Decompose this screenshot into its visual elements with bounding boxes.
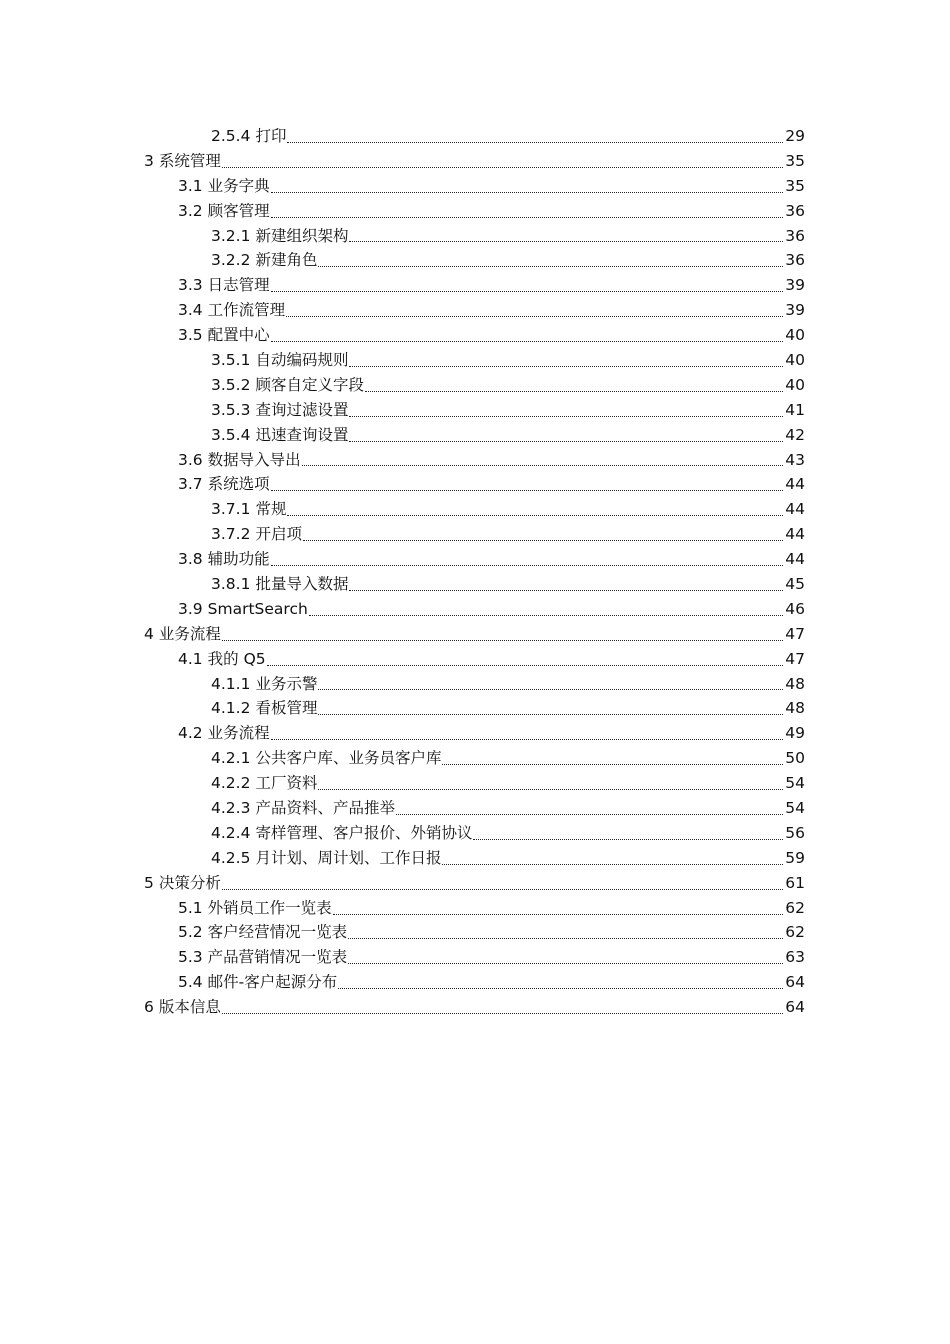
toc-dot-leader [349, 416, 783, 417]
toc-entry-3-8[interactable] [0, 547, 950, 572]
toc-entry-title: 产品营销情况一览表 [207, 948, 348, 967]
toc-entry-title: 系统选项 [207, 475, 270, 494]
toc-entry-3[interactable] [0, 149, 950, 174]
toc-entry-title: 看板管理 [255, 699, 318, 718]
toc-entry-number: 3.6 [178, 450, 203, 469]
toc-entry-3-9[interactable] [0, 597, 950, 622]
toc-dot-leader [267, 665, 783, 666]
toc-entry-number: 4.2.5 [211, 848, 251, 867]
toc-entry-title: 我的 Q5 [207, 649, 266, 668]
toc-dot-leader [271, 192, 783, 193]
toc-entry-page-number: 42 [785, 425, 805, 444]
toc-entry-page-number: 36 [785, 201, 805, 220]
toc-entry-title: 日志管理 [207, 276, 270, 295]
toc-entry-page-number: 29 [785, 126, 805, 145]
toc-entry-page-number: 39 [785, 276, 805, 295]
toc-entry-3-5[interactable] [0, 323, 950, 348]
toc-entry-page-number: 47 [785, 624, 805, 643]
toc-entry-page-number: 54 [785, 799, 805, 818]
toc-entry-4-2-4[interactable] [0, 821, 950, 846]
toc-entry-page-number: 49 [785, 724, 805, 743]
toc-entry-page-number: 44 [785, 500, 805, 519]
toc-entry-4-1-2[interactable] [0, 696, 950, 721]
toc-entry-number: 4.2.2 [211, 774, 251, 793]
toc-entry-3-5-2[interactable] [0, 373, 950, 398]
toc-entry-6[interactable] [0, 995, 950, 1020]
toc-entry-number: 4.1.2 [211, 699, 251, 718]
toc-dot-leader [473, 839, 783, 840]
toc-dot-leader [349, 366, 783, 367]
toc-dot-leader [318, 714, 783, 715]
toc-entry-page-number: 62 [785, 898, 805, 917]
toc-entry-title: 数据导入导出 [207, 450, 301, 469]
toc-entry-number: 3.5.3 [211, 400, 251, 419]
toc-entry-number: 4.2.1 [211, 749, 251, 768]
toc-entry-title: 工厂资料 [255, 774, 318, 793]
toc-entry-title: 客户经营情况一览表 [207, 923, 348, 942]
toc-entry-3-5-1[interactable] [0, 348, 950, 373]
toc-dot-leader [365, 391, 783, 392]
toc-dot-leader [348, 963, 783, 964]
toc-entry-3-3[interactable] [0, 273, 950, 298]
toc-entry-number: 2.5.4 [211, 126, 251, 145]
toc-entry-3-4[interactable] [0, 298, 950, 323]
toc-dot-leader [442, 864, 783, 865]
toc-dot-leader [222, 1013, 783, 1014]
toc-entry-title: 工作流管理 [207, 301, 286, 320]
toc-dot-leader [349, 241, 783, 242]
toc-entry-number: 3.7.2 [211, 525, 251, 544]
toc-entry-page-number: 41 [785, 400, 805, 419]
toc-dot-leader [303, 540, 783, 541]
toc-dot-leader [271, 217, 783, 218]
toc-entry-page-number: 39 [785, 301, 805, 320]
toc-dot-leader [287, 515, 783, 516]
toc-entry-5-1[interactable] [0, 896, 950, 921]
toc-entry-number: 4.2 [178, 724, 203, 743]
toc-entry-title: 查询过滤设置 [255, 400, 349, 419]
toc-dot-leader [271, 565, 783, 566]
toc-entry-title: 打印 [255, 126, 287, 145]
table-of-contents [0, 124, 950, 1020]
toc-entry-number: 4.2.3 [211, 799, 251, 818]
toc-entry-page-number: 63 [785, 948, 805, 967]
toc-dot-leader [271, 341, 783, 342]
toc-entry-title: 业务流程 [158, 624, 221, 643]
toc-entry-title: 月计划、周计划、工作日报 [255, 848, 442, 867]
toc-entry-number: 5.2 [178, 923, 203, 942]
toc-entry-number: 3.7.1 [211, 500, 251, 519]
toc-entry-title: 辅助功能 [207, 550, 270, 569]
toc-entry-4-2-1[interactable] [0, 746, 950, 771]
toc-entry-number: 3.2 [178, 201, 203, 220]
toc-dot-leader [302, 465, 783, 466]
toc-entry-page-number: 40 [785, 326, 805, 345]
toc-entry-title: 业务示警 [255, 674, 318, 693]
toc-entry-page-number: 36 [785, 251, 805, 270]
toc-entry-5-4[interactable] [0, 970, 950, 995]
toc-entry-number: 3.4 [178, 301, 203, 320]
toc-entry-3-2[interactable] [0, 199, 950, 224]
toc-entry-page-number: 48 [785, 674, 805, 693]
toc-dot-leader [442, 764, 783, 765]
toc-entry-page-number: 59 [785, 848, 805, 867]
toc-dot-leader [318, 266, 783, 267]
toc-entry-title: 业务字典 [207, 176, 270, 195]
toc-entry-number: 3.5.2 [211, 375, 251, 394]
toc-dot-leader [222, 889, 783, 890]
toc-entry-title: 新建角色 [255, 251, 318, 270]
toc-entry-5-2[interactable] [0, 921, 950, 946]
toc-dot-leader [396, 814, 783, 815]
toc-entry-title: 邮件-客户起源分布 [207, 973, 338, 992]
toc-dot-leader [271, 291, 783, 292]
toc-entry-number: 5.4 [178, 973, 203, 992]
toc-entry-number: 3.3 [178, 276, 203, 295]
toc-entry-page-number: 36 [785, 226, 805, 245]
toc-dot-leader [271, 739, 783, 740]
toc-dot-leader [222, 640, 783, 641]
toc-entry-number: 4.1 [178, 649, 203, 668]
toc-dot-leader [318, 689, 783, 690]
toc-entry-number: 6 [144, 998, 154, 1017]
toc-entry-number: 5.3 [178, 948, 203, 967]
toc-entry-title: 版本信息 [158, 998, 221, 1017]
toc-entry-4-2-2[interactable] [0, 771, 950, 796]
toc-entry-page-number: 40 [785, 351, 805, 369]
toc-entry-number: 4 [144, 624, 154, 643]
toc-dot-leader [309, 615, 783, 616]
toc-dot-leader [348, 938, 783, 939]
toc-entry-page-number: 40 [785, 375, 805, 394]
toc-entry-page-number: 64 [785, 973, 805, 992]
toc-entry-page-number: 44 [785, 550, 805, 569]
toc-entry-number: 3.2.2 [211, 251, 251, 270]
toc-entry-title: 开启项 [255, 525, 302, 544]
toc-entry-number: 3.7 [178, 475, 203, 494]
toc-dot-leader [222, 167, 783, 168]
toc-entry-5-3[interactable] [0, 945, 950, 970]
toc-entry-title: 系统管理 [158, 151, 221, 170]
toc-entry-2-5-4[interactable] [0, 124, 950, 149]
toc-entry-page-number: 45 [785, 575, 805, 594]
toc-entry-3-5-3[interactable] [0, 398, 950, 423]
toc-entry-number: 3.8.1 [211, 575, 251, 594]
toc-entry-3-7-1[interactable] [0, 497, 950, 522]
toc-entry-title: 自动编码规则 [255, 351, 349, 369]
toc-entry-page-number: 62 [785, 923, 805, 942]
toc-entry-title: 常规 [255, 500, 287, 519]
toc-entry-page-number: 61 [785, 873, 805, 892]
toc-entry-number: 3.2.1 [211, 226, 251, 245]
toc-entry-number: 4.1.1 [211, 674, 251, 693]
toc-entry-title: 批量导入数据 [255, 575, 349, 594]
toc-dot-leader [271, 490, 783, 491]
toc-entry-title: 寄样管理、客户报价、外销协议 [255, 823, 473, 842]
toc-dot-leader [349, 441, 783, 442]
toc-entry-3-6[interactable] [0, 448, 950, 473]
toc-entry-page-number: 35 [785, 176, 805, 195]
toc-entry-3-7[interactable] [0, 472, 950, 497]
toc-entry-title: 公共客户库、业务员客户库 [255, 749, 442, 768]
toc-entry-page-number: 54 [785, 774, 805, 793]
toc-entry-title: SmartSearch [207, 599, 308, 618]
toc-entry-4-1[interactable] [0, 647, 950, 672]
toc-dot-leader [287, 142, 783, 143]
toc-entry-title: 迅速查询设置 [255, 425, 349, 444]
toc-entry-title: 顾客自定义字段 [255, 375, 364, 394]
toc-entry-page-number: 35 [785, 151, 805, 170]
toc-entry-number: 3.5 [178, 326, 203, 345]
toc-entry-title: 业务流程 [207, 724, 270, 743]
toc-dot-leader [333, 914, 783, 915]
toc-entry-3-2-1[interactable] [0, 224, 950, 249]
toc-entry-page-number: 64 [785, 998, 805, 1017]
toc-entry-4-2-3[interactable] [0, 796, 950, 821]
toc-entry-3-7-2[interactable] [0, 522, 950, 547]
toc-entry-page-number: 48 [785, 699, 805, 718]
toc-entry-number: 5 [144, 873, 154, 892]
toc-entry-number: 3.9 [178, 599, 203, 618]
toc-entry-page-number: 56 [785, 823, 805, 842]
toc-entry-number: 3 [144, 151, 154, 170]
toc-entry-4-2-5[interactable] [0, 846, 950, 871]
toc-entry-title: 产品资料、产品推举 [255, 799, 395, 818]
toc-entry-page-number: 44 [785, 475, 805, 494]
toc-entry-page-number: 44 [785, 525, 805, 544]
toc-entry-5[interactable] [0, 871, 950, 896]
toc-dot-leader [349, 590, 783, 591]
toc-entry-number: 3.1 [178, 176, 203, 195]
toc-entry-title: 顾客管理 [207, 201, 270, 220]
toc-entry-page-number: 50 [785, 749, 805, 768]
toc-entry-page-number: 43 [785, 450, 805, 469]
toc-entry-number: 3.5.1 [211, 351, 251, 369]
toc-entry-3-5-4[interactable] [0, 423, 950, 448]
toc-entry-number: 4.2.4 [211, 823, 251, 842]
toc-dot-leader [286, 316, 783, 317]
toc-entry-page-number: 47 [785, 649, 805, 668]
toc-entry-title: 新建组织架构 [255, 226, 349, 245]
toc-entry-page-number: 46 [785, 599, 805, 618]
toc-entry-4-1-1[interactable] [0, 672, 950, 697]
toc-entry-title: 配置中心 [207, 326, 270, 345]
toc-entry-number: 5.1 [178, 898, 203, 917]
toc-dot-leader [318, 789, 783, 790]
toc-entry-3-8-1[interactable] [0, 572, 950, 597]
toc-entry-4-2[interactable] [0, 721, 950, 746]
toc-entry-number: 3.8 [178, 550, 203, 569]
toc-entry-title: 决策分析 [158, 873, 221, 892]
toc-entry-3-2-2[interactable] [0, 248, 950, 273]
toc-entry-number: 3.5.4 [211, 425, 251, 444]
toc-entry-title: 外销员工作一览表 [207, 898, 332, 917]
toc-entry-3-1[interactable] [0, 174, 950, 199]
toc-entry-4[interactable] [0, 622, 950, 647]
toc-dot-leader [338, 988, 783, 989]
